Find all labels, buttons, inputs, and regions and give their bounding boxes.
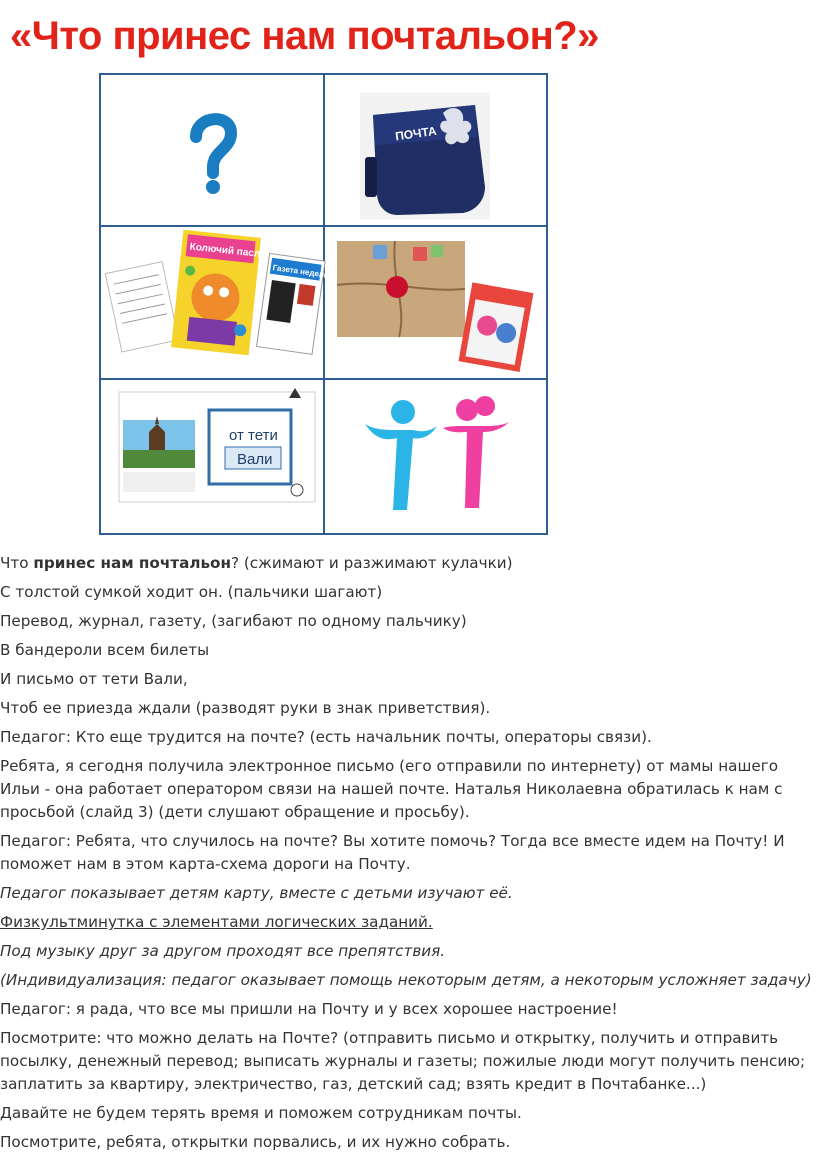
magazines-image — [101, 227, 330, 378]
people-icon — [325, 380, 546, 533]
paragraph: Ребята, я сегодня получила электронное письмо (его отправили по интернету) от мамы нашего Ильи - она работает оператором связи на нашей почте. Наталья Николаевна обратилась к нам с просьбой (слайд 3) (дети слушают обращение и просьбу). — [0, 757, 783, 821]
paragraph: В бандероли всем билеты — [0, 641, 210, 659]
lesson-text — [0, 552, 812, 1160]
press-cell — [101, 227, 330, 378]
mail-bag-image — [325, 75, 546, 225]
people-cell — [325, 380, 546, 533]
paragraph: Посмотрите, ребята, открытки порвались, и их нужно собрать. — [0, 1133, 511, 1151]
paragraph: Посмотрите: что можно делать на Почте? (отправить письмо и открытку, получить и отправить посылку, денежный перевод; выписать журналы и газеты; пожилые люди могут получить пенсию; заплатить за квартиру, электричество, газ, детский сад; взять кредит в Почтабанке...) — [0, 1029, 806, 1093]
bold-text: принес нам почтальон — [33, 554, 231, 572]
italic-paragraph: Педагог показывает детям карту, вместе с детьми изучают её. — [0, 884, 513, 902]
postcard-line2: Вали — [237, 451, 273, 468]
paragraph: Педагог: Кто еще трудится на почте? (есть начальник почты, операторы связи). — [0, 728, 652, 746]
paragraph: Давайте не будем терять время и поможем сотрудникам почты. — [0, 1104, 522, 1122]
paragraph — [0, 552, 812, 575]
italic-paragraph: (Индивидуализация: педагог оказывает помощь некоторым детям, а некоторым усложняет задачу) — [0, 971, 812, 989]
bag-label: ПОЧТА — [394, 123, 438, 144]
underlined-paragraph — [0, 911, 812, 934]
underlined-text: Физкультминутка с элементами логических заданий. — [0, 913, 433, 931]
question-mark-icon — [101, 75, 323, 225]
text-span: ? (сжимают и разжимают кулачки) — [230, 554, 513, 572]
paragraph: С толстой сумкой ходит он. (пальчики шагают) — [0, 583, 383, 601]
paragraph: И письмо от тети Вали, — [0, 670, 188, 688]
mail-bag-cell — [325, 75, 546, 225]
picture-grid — [99, 73, 548, 535]
postcard-cell — [101, 380, 323, 533]
magazine2-title: Газета недели — [272, 263, 330, 280]
paragraph: Перевод, журнал, газету, (загибают по одному пальчику) — [0, 612, 467, 630]
question-cell — [101, 75, 323, 225]
page-title: «Что принес нам почтальон?» — [10, 14, 599, 58]
italic-paragraph: Под музыку друг за другом проходят все препятствия. — [0, 942, 446, 960]
postcard-line1: от тети — [229, 427, 278, 444]
magazine1-title: Колючий пасл — [189, 241, 261, 260]
parcel-cell — [325, 227, 546, 378]
paragraph: Чтоб ее приезда ждали (разводят руки в знак приветствия). — [0, 699, 491, 717]
paragraph: Педагог: я рада, что все мы пришли на Почту и у всех хорошее настроение! — [0, 1000, 618, 1018]
paragraph: Педагог: Ребята, что случилось на почте? Вы хотите помочь? Тогда все вместе идем на Почту! И поможет нам в этом карта-схема дороги на Почту. — [0, 832, 785, 873]
parcel-image — [325, 227, 546, 378]
text-span: Что — [0, 554, 34, 572]
postcard-image — [101, 380, 323, 533]
